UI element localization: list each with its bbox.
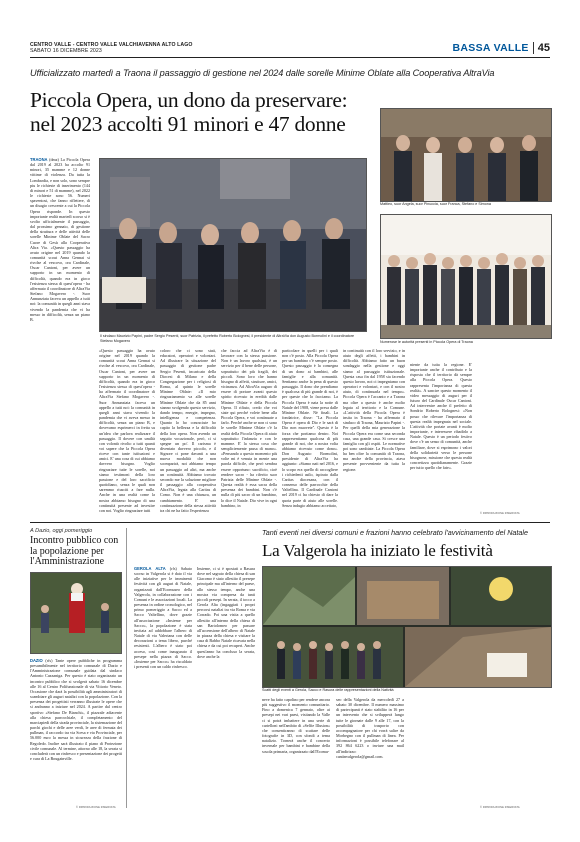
dazio-headline: Incontro pubblico con la popolazione per l'Amministrazione — [30, 535, 119, 568]
article1-lead: La Piccola Opera dal 2019 al 2023 ha accolto 91 minori, 35 mamme e 12 donne vittime di violenza. Da tutta la Lombardia, e non solo, sono sempre piu le richieste di inserimento (144 di minori e 51 di mamme), nel 2022 le richieste sono 56. — [30, 157, 90, 199]
dazio-text: Tante opere pubbliche in programma presumibilmente nel territorio comunale di Dazio e l'Amministrazione comunale guidata dal sindaco Antonio Cazzaniga. Per questo è stato organizzato un incontro pubblico che si svolgerà sabato 16 dicembre alle 16 al Centro Polifunzionale di via Vittorio Veneto. Occasione che darà la possibilità agli amministratori di scambiare gli auguri natalizi con la popolazione. Con la presenza dei progettisti verranno illustrate le opere che si andranno a iniziare nel 2024. A partire dal centro sportivo «Stefano De Bianchi», il piazzale adiacente alla chiesa parrocchiale, il completamento del marciapiedi della strada provinciale, la sistemazione del parchi giochi e delle aree verdi, le aree di fermata dei pullman, il raccordo tra via Scesa e via Provinciale, per 56.000 euro la messa in sicurezza della frazione di Regoledo. Inoltre sarà illustrato il piano di Protezione civile comunale. Al termine, attorno alle 18, la serata si concluderà con un rinfresco e presentazione dei progetti e cura di La Bougainville. — [30, 658, 122, 761]
article1-column-2: «Questo passaggio ha avuto origine nel 2019 quando la comunità scout Anna Gennai si rivolse al vescovo, ora Cardinale, Oscar Cantoni, per avere un supporto in un momento di difficoltà, quando era in gioco l'esistenza stessa di quest'opera - ha affermato il coordinatore di AltraVia Stefano Mogavero -. Suor Annunziata faceva un appello a tutti noi: la comunità in quegli anni stava vivendo la pandemia che vi aveva messo in difficoltà, senza un piano B, e dovevamo esprimerci in fretta su un'idea che parlava realizzare il passaggio. Il dovere con umiltà con volontà rivolto a tutti quanti voi sapere che la Piccola Opera riceve con tante istituzioni e amici. E' una cosa di cui abbiamo davvero bisogno. Voglio ringraziare tutte le sorelle, noi siamo testimoni della loro passione e del loro sacrificio quotidiano, senza le quali non saremmo riusciti a fare nulla. Anche in una realtà come la nostra abbiamo bisogno di una continuità presente ad investire con noi. Voglio ringraziare tutti — [99, 348, 155, 513]
photo-sisters-image — [381, 109, 551, 201]
photo-authorities-caption: Numerose le autorità presenti in Piccola Opera di Traona — [380, 340, 473, 344]
article2-headline: La Valgerola ha iniziato le festività — [262, 541, 493, 560]
photo-valgerola-caption: Scatti degli eventi a Gerola, Sacco e Rasura delle rappresentazioni della Natività — [262, 688, 394, 692]
article2-place: GEROLA ALTA — [134, 566, 166, 571]
page-number: 45 — [537, 42, 550, 54]
photo-sisters-caption: Mattieo, suor Angela, suor Pinuccia, suor Franca, Stefano e Simona — [380, 202, 491, 206]
photo-authorities-image — [381, 215, 551, 338]
photo-authorities — [380, 214, 552, 339]
article1-credit: © RIPRODUZIONE RISERVATA — [480, 512, 520, 515]
article1-column-5: particolare in quelli per i quali non c'è posto. Alla Piccola Opera per un bambino c'è sempre posto. Questo passaggio è la consegna di un dono ai bambini, alle famiglie e alla comunità. Sentiamo anche la pena di questo passaggio. Il dono che prendiamo è qualcosa di più grande di noi, è per queste che lo facciamo. La Piccola Opera è nata la notte di Natale del 1908, viene presa dalle Minime Oblate. Nè finali. La fondatrice, disse: "La Piccola Opera è opera di Dio e le sarà di Dio non muovete". Questo è la forza che portiamo dentro. Noi rappresentiamo qualcosa di più grande di noi, che a nostra volta abbiamo ricevuto come dono». Don Augusto Bormolini, presidente di AltraVia ha aggiunto: «Siamo nati nel 2016, e lo scopo era quello di raccogliere i richiedenti asilo, ispirato dalla Caritas diocesana, con il consenso delle parrocchie della Valtellina. Il Cardinale Cantoni nel 2019 ci ha chiesto di dare la quota parte di aiuto alle sorelle. Senza indugio abbiamo accettato, — [282, 348, 338, 508]
article1-column-7: niente da tutta la regione. E' importante anche il contributo e la risposta che il territorio dà sempre alla Piccola Opera. Questo rappresenta l'importanza di questa realtà». A sancire questo momento il video messaggio di auguri per il futuro del Cardinale Oscar Cantoni. Ad intervenire anche il prefetto di Sondrio Roberto Bolognesi: «Non posso che rilevare l'importanza di questa realtà impegnata nel sociale. L'attività che portate avanti è molto importante, e interessere ribadirlo a Natale. Questo è un periodo festivo dove c'è un senso di comunità, anche familiare, dove si esprimono i valori della solidarietà verso le persone bisognose, missione che questa realtà concretizza quotidianamente. Grazie per tutto quello che fate». — [410, 362, 472, 471]
photo-valgerola-collage — [262, 566, 552, 688]
article2-column-2: Insieme, ci si è spostati a Rasura dove nel sagrato della chiesa di san Giacomo è stato allestito il presepe principale ma all'interno del paese, allo stesso tempo, anche una mostra via compresa da tanti piccoli presepi. In serata, il tocco a Gerola Alta (ingaggiati i propri percorsi natalizi tra via Roma e via Corrado. Poi una visita a quello allestito all'interno della chiesa di san Bartolomeo per passare all'accensione dell'albero di Natale in piazza della chiesa e visitare la casa di Babbo Natale ricavata nella chiesa e da cui poi recuperi. Anche quest'anno ha concluso la serata, dove anche la — [197, 566, 255, 659]
photo-ceremony — [99, 158, 367, 332]
dateline-place: TRAONA — [30, 157, 48, 162]
dazio-place: DAZIO — [30, 658, 43, 663]
article2-column-4: seo della Valgerola da mercoledì 27 a sabato 30 dicembre. Il numero massimo di partecipanti è stato stabilito in 16 per un intervento che si svilupperà lungo tutte le giornate dalle 9 alle 17, con la possibilità di trasporto con accompagnatore per chi vorrà salire da Morbegno con il pullman di linea. Per informazioni è possibile telefonare al 392 864 6223 o inviare una mail all'indirizzo: cantinvalgerola@gmail.com. — [336, 697, 404, 759]
article1-headline: Piccola Opera, un dono da preservare: nel 2023 accolti 91 minori e 47 donne — [30, 88, 348, 136]
article1-col1-body: Numeri spaventosi, che fanno riflettere, di un disagio crescente a cui la Piccola Opera risponde. In questo importante realtà martedì scorso si è svolto ufficialmente il passaggio, dal prossimo gennaio, di gestione della struttura e delle attività delle sorelle Minime Oblate del Sacro Cuore di Gesù alla Cooperativa Altra Via. «Questo passaggio ha avuto origine nel 2019 quando la comunità scout Anna Gennai si rivolse al vescovo, ora Cardinale, Oscar Cantoni, per avere un supporto in un momento di difficoltà, quando era in gioco l'esistenza stessa di quest'opera - ha affermato il coordinatore di AltraVia Stefano Mogavero -. Suor Annunziata faceva un appello a tutti noi: la comunità in quegli anni stava vivendo la pandemia che vi ha messo in difficoltà, senza un piano B. — [30, 193, 90, 322]
section-name: BASSA VALLE — [452, 42, 529, 54]
date-line: SABATO 16 DICEMBRE 2023 — [30, 48, 102, 55]
photo-dazio — [30, 572, 122, 654]
dazio-body — [30, 658, 122, 804]
paper-section-line: CENTRO VALLE - CENTRO VALLE VALCHIAVENNA ALTO LAGO — [30, 42, 193, 48]
section-header — [453, 42, 550, 54]
photo-sisters — [380, 108, 552, 202]
article1-column-6: in continuità con il loro servizio, e in aiuto degli affetti, i bambini in difficoltà. Abbiamo fatto un buon sondaggio nella gestione e oggi siamo al passaggio istituzionale. Questa casa fin dal 1958 sia facendo questo lavoro, noi ci impegniamo con operatori e volontari, e con il nostro aiuto, di continuarla nel tempo». Piccola Opera è l'accanto e a Traona ma oltre a questo è anche molto legata al territorio e la Comune. «L'attività della Piccola Opera è insita in Traona - ha affermato il sindaco di Traona, Maurizio Papini -. Per quelli della mia generazione la Piccola Opera era come una seconda casa, una grande casa. Si cresce una famiglia con gli ospiti. Le normative poi sono cambiate. La Piccola Opera ha ben oltre la comunità di Traona, ma anche della provincia, atava presente provveniente da tutta la regione. — [343, 348, 405, 472]
article1-column-4: che faccia ad AltraVia è di lavorare con la stessa passione. Non è un lavoro qualsiasi, è un servizio per il bene delle persone, soprattutto dei più fragili, dei piccoli. Sono loro che hanno bisogno di affetti, strutture, amici, vicinanza. Ad AltraVia auguro di essere di portare avanti questo spirito ricevuto in eredità dalle Minime Oblate e della Piccola Opera. Il rifiuto, credo che voi siate qui perché volete bene alla Piccola Opera, e voi continuate a farlo. Perché anche se non ci sono le sorelle Minime Oblate c'è la realtà della Piccola Opera di aiuto soprattutto l'infanzia e con le mamme. E' la stessa cosa che sempliciemente passa di mano». «Pensando a questo momento più volte mi è venuta in mente una parola difficile, che però sembra essere opportuno: sacrificio, cioè rendere sacro - ha riferito suor Patrizia delle Minime Oblate -. Questa realtà è essa sacra della presenza dei bambini. Non c'è nulla di più sacro di un bambino, lo dice il Natale. Dio vive in ogni bambino, in — [221, 348, 277, 508]
dazio-author: (rfs) — [45, 658, 53, 663]
article1-column-1 — [30, 157, 90, 509]
article1-kicker: Ufficializzato martedì a Traona il passaggio di gestione nel 2024 dalle sorelle Minime Oblate alla Cooperativa AltraVia — [30, 68, 495, 78]
article2-author: (rfs) — [169, 566, 177, 571]
divider — [533, 42, 534, 54]
header-rule — [30, 57, 550, 58]
article2-credit: © RIPRODUZIONE RISERVATA — [480, 806, 520, 809]
dazio-kicker: A Dazio, oggi pomeriggio — [30, 528, 93, 534]
article2-column-1 — [134, 566, 192, 810]
section-rule — [30, 522, 550, 523]
dateline-author: (dmz) — [49, 157, 59, 162]
photo-ceremony-caption: Il sindaco Maurizio Papini, padre Sergio Pesenti, suor Patrizia, il prefetto Roberto Bolognesi, il presidente di AltraVia don Augusto Bormolini e il coordinatore Stefano Mogavero — [100, 334, 355, 343]
dazio-box — [30, 528, 127, 808]
photo-valgerola-image — [263, 567, 551, 687]
article1-column-3: coloro che ci sono stati, educatori, operatori e volontari. Ad illustrare la situazione del passaggio di gestione padre Sergio Pesenti, incaricato della Diocesi di Milano e della Congregazione per i religiosi di Roma, al quinto le sorelle Minime Oblate: «Il mio ringraziamento va alle sorelle Minime Oblate che da 85 anni stanno svolgendo questo servizio, dando tempo, energie, impegno, intelligenza e competenza. Quanto lo ho conosciute ho capito la bellezza e la difficoltà della loro opera. Non avendo un seguito vocazionale, però, ci si spegne un po'. Il carisma è diventato davvero piccolo, e il Signore ci pone davanti a una nuova modalità che non scomparirà, noi abbiamo tempo un passaggio ad altri, ma anche un continuità. Abbiamo trovato secondo me la soluzione migliore il passaggio alla cooperativa AltraVia, legata alla Caritas di Como. Non è una chiusura, un cambiamento. E' una continuazione della stessa attività tra chi ne ha fatto l'esperienza — [160, 348, 216, 513]
article2-kicker: Tanti eventi nei diversi comuni e frazioni hanno celebrato l'avvicinamento del Natale — [262, 528, 528, 537]
dazio-credit: © RIPRODUZIONE RISERVATA — [76, 806, 116, 809]
article2-column-3: neve ha fatto capolino per rendere ancora più suggestivo il momento comunitario. Fino a domenica 7 gennaio, oltre ai presepi nei vari paesi, visitando la Valle ci si potrà imbattere in una serie di cartelloni nell'ambito di «Selfie Illusion» che consentiranno di scattare delle fotografie in 3D, con sfondi a tema natalizio. Tornerà anche il concerto invernale per bambini e bambine della scuola primaria, organizzato dall'Ecomu- — [262, 697, 330, 754]
photo-dazio-image — [31, 573, 121, 653]
photo-ceremony-image — [100, 159, 366, 331]
page-header — [30, 42, 193, 55]
article2-col1: Sabato scorso in Valgerola si è dato il via alle iniziative per le imminenti festività con gli auguri di Natale, organizzati dall'Ecomuseo della Valgerola, in collaborazione con i Comuni e le associazioni locali. La presenza in ordine cronologico, nel primo pomeriggio a Sacco ed a Sacco Valtellino, dove grazie all'associazione «Insieme per Sacco», la popolazione è stata invitata ad addobbare l'albero di Natale di via Valeriana con delle decorazioni a tema libero, purché resistenti. L'albero è stato poi acceso, cosi come inaugurato il presepe nella piazza di Sacco. «Insieme per Sacco» ha riscaldato i presenti con un caldo rinfresco. — [134, 566, 192, 669]
